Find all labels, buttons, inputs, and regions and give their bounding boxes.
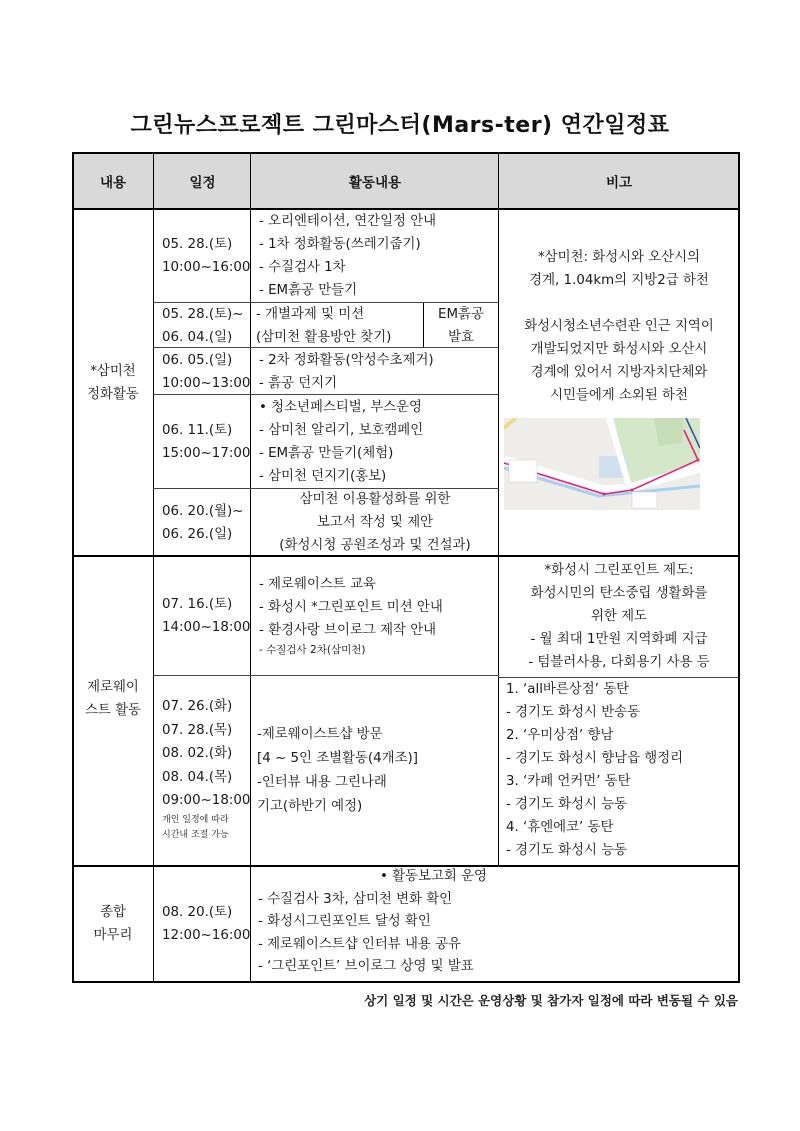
activity-item: - 2차 정화활동(악성수초제거): [259, 352, 434, 368]
activity-item: - 삼미천 던지기(홍보): [259, 469, 387, 484]
shop-address: - 경기도 화성시 능동: [506, 797, 628, 812]
activities-cell: [251, 395, 499, 489]
schedule-date: 08. 20.(토): [162, 905, 233, 920]
row-divider: [498, 677, 739, 678]
activity-item: (화성시청 공원조성과 및 건설과): [279, 538, 471, 553]
schedule-time: 12:00~16:00: [162, 928, 251, 943]
header-activities: 활동내용: [348, 175, 402, 191]
activity-item-small: - 수질검사 2차(삼미천): [259, 644, 366, 656]
section-name-line: *삼미천: [90, 363, 136, 379]
schedule-cell: [154, 209, 251, 303]
activity-item: -제로웨이스트샵 방문: [257, 726, 383, 742]
shop-address: - 경기도 화성시 향남읍 행정리: [506, 751, 684, 766]
shop-name: 4. ‘휴엔에코’ 동탄: [506, 820, 614, 835]
sub-activity: 발효: [448, 329, 474, 345]
schedule-cell: [154, 675, 251, 866]
note-line: *삼미천: 화성시와 오산시의: [537, 250, 700, 265]
activity-item: [4 ~ 5인 조별활동(4개조)]: [257, 750, 418, 766]
activities-cell: [251, 866, 739, 982]
header-divider: [72, 208, 740, 210]
schedule-time: 15:00~17:00: [162, 446, 251, 461]
header-content: 내용: [99, 175, 127, 191]
activity-item: - EM흙공 만들기(체험): [259, 446, 394, 461]
note-line: *화성시 그린포인트 제도:: [544, 563, 694, 578]
row-divider: [153, 302, 499, 303]
activities-cell: [251, 556, 499, 675]
schedule-note: 개인 일정에 따라: [162, 814, 229, 825]
activity-item: - 오리엔테이션, 연간일정 안내: [259, 214, 437, 229]
schedule-cell: [154, 303, 251, 348]
activity-heading: • 활동보고회 운영: [380, 869, 487, 884]
activity-item: - 흙공 던지기: [259, 375, 338, 391]
schedule-cell: [154, 866, 251, 982]
activity-item: • 청소년페스티벌, 부스운영: [259, 400, 422, 415]
table-border-right: [738, 152, 740, 983]
shop-name: 2. ‘우미상점’ 향남: [506, 728, 614, 743]
em-fermentation-cell: [423, 303, 499, 348]
activities-cell: [251, 209, 499, 303]
row-divider: [153, 675, 499, 676]
shop-address: - 경기도 화성시 능동: [506, 843, 628, 858]
activity-item: - ‘그린포인트’ 브이로그 상영 및 발표: [258, 959, 474, 974]
activity-item: - 수질검사 1차: [259, 260, 346, 275]
schedule-time: 10:00~16:00: [162, 260, 251, 275]
row-divider: [153, 347, 499, 348]
shop-name: 3. ‘카페 언커먼’ 동탄: [506, 774, 631, 789]
section-samicheon-name: [72, 209, 154, 556]
row-divider: [153, 488, 499, 489]
section-name-line: 스트 활동: [85, 703, 141, 718]
schedule-date: 06. 11.(토): [162, 423, 233, 438]
column-divider: [498, 152, 499, 866]
activities-cell: [251, 348, 499, 395]
schedule-date: 06. 20.(월)~: [162, 503, 244, 519]
note-line: - 월 최대 1만원 지역화폐 지급: [530, 632, 708, 647]
activities-cell: [251, 489, 499, 556]
note-line: - 텀블러사용, 다회용기 사용 등: [528, 655, 710, 670]
table-border-bottom: [72, 981, 740, 983]
note-line: 개발되었지만 화성시와 오산시: [530, 342, 708, 357]
activity-item: - 개별과제 및 미션: [256, 306, 365, 322]
header-schedule: 일정: [189, 175, 216, 191]
table-border-left: [72, 152, 74, 983]
section-divider: [72, 555, 740, 557]
activity-item: - 삼미천 알리기, 보호캠페인: [259, 423, 424, 438]
note-line: 위한 제도: [591, 609, 647, 624]
schedule-time: 09:00~18:00: [162, 793, 251, 808]
note-line: 시민들에게 소외된 하천: [550, 388, 688, 403]
section-divider: [72, 865, 740, 867]
section-name-line: 제로웨이: [87, 680, 139, 695]
note-line: 화성시민의 탄소중립 생활화를: [530, 586, 708, 601]
activity-item: - EM흙공 만들기: [259, 283, 358, 298]
schedule-date: 06. 26.(일): [162, 526, 233, 542]
note-line: 경계에 있어서 지방자치단체와: [530, 365, 708, 380]
activity-item: - 환경사랑 브이로그 제작 안내: [259, 623, 437, 638]
header-notes: 비고: [605, 175, 633, 191]
activity-item: -인터뷰 내용 그린나래: [257, 774, 387, 790]
activity-item: 삼미천 이용활성화를 위한: [299, 492, 451, 507]
activities-cell: [251, 675, 499, 866]
schedule-date: 06. 04.(일): [162, 329, 233, 345]
column-divider: [153, 152, 154, 983]
activity-item: - 화성시그린포인트 달성 확인: [258, 914, 431, 929]
activity-item: 보고서 작성 및 제안: [316, 515, 434, 530]
row-divider: [153, 394, 499, 395]
activity-item: 기고(하반기 예정): [257, 798, 363, 814]
schedule-date: 07. 28.(목): [162, 722, 233, 738]
section-zerowaste-name: [72, 556, 154, 866]
section-final-name: [72, 866, 154, 982]
activity-item: - 제로웨이스트샵 인터뷰 내용 공유: [258, 936, 461, 952]
schedule-cell: [154, 395, 251, 489]
activity-item: - 수질검사 3차, 삼미천 변화 확인: [258, 891, 453, 907]
document-title: 그린뉴스프로젝트 그린마스터(Mars-ter) 연간일정표: [130, 113, 670, 138]
activity-item: - 제로웨이스트 교육: [259, 577, 376, 592]
shop-address: - 경기도 화성시 반송동: [506, 705, 641, 720]
samicheon-note: [499, 246, 739, 407]
activity-item: - 1차 정화활동(쓰레기줍기): [259, 237, 421, 252]
schedule-date: 08. 04.(목): [162, 769, 233, 785]
schedule-date: 06. 05.(일): [162, 352, 233, 368]
zerowaste-shop-list: [499, 677, 739, 866]
footer-disclaimer: 상기 일정 및 시간은 운영상황 및 참가자 일정에 따라 변동될 수 있음: [364, 993, 738, 1008]
section-name-line: 종합: [100, 905, 126, 920]
sub-column-divider: [423, 303, 424, 348]
section-name-line: 정화활동: [87, 386, 139, 402]
schedule-cell: [154, 348, 251, 395]
greenpoint-note: [499, 556, 739, 677]
schedule-date: 05. 28.(토)~: [162, 306, 244, 322]
activity-item: - 화성시 *그린포인트 미션 안내: [259, 600, 443, 615]
activities-cell: [251, 303, 423, 348]
schedule-cell: [154, 556, 251, 675]
schedule-time: 14:00~18:00: [162, 619, 251, 635]
sub-activity: EM흙공: [438, 306, 484, 322]
schedule-date: 07. 26.(화): [162, 699, 233, 714]
schedule-note: 시간내 조절 가능: [162, 829, 229, 840]
schedule-date: 05. 28.(토): [162, 237, 233, 252]
schedule-date: 07. 16.(토): [162, 596, 233, 612]
schedule-time: 10:00~13:00: [162, 375, 251, 391]
note-line: 화성시청소년수련관 인근 지역이: [524, 319, 714, 334]
schedule-cell: [154, 489, 251, 556]
samicheon-map-image: [504, 418, 700, 510]
section-name-line: 마무리: [93, 928, 133, 943]
schedule-date: 08. 02.(화): [162, 746, 233, 761]
note-line: 경계, 1.04km의 지방2급 하천: [529, 273, 709, 288]
table-border-top: [72, 152, 740, 154]
column-divider: [250, 152, 251, 983]
activity-item: (삼미천 활용방안 찾기): [256, 329, 392, 345]
shop-name: 1. ‘all바른상점’ 동탄: [506, 682, 630, 697]
